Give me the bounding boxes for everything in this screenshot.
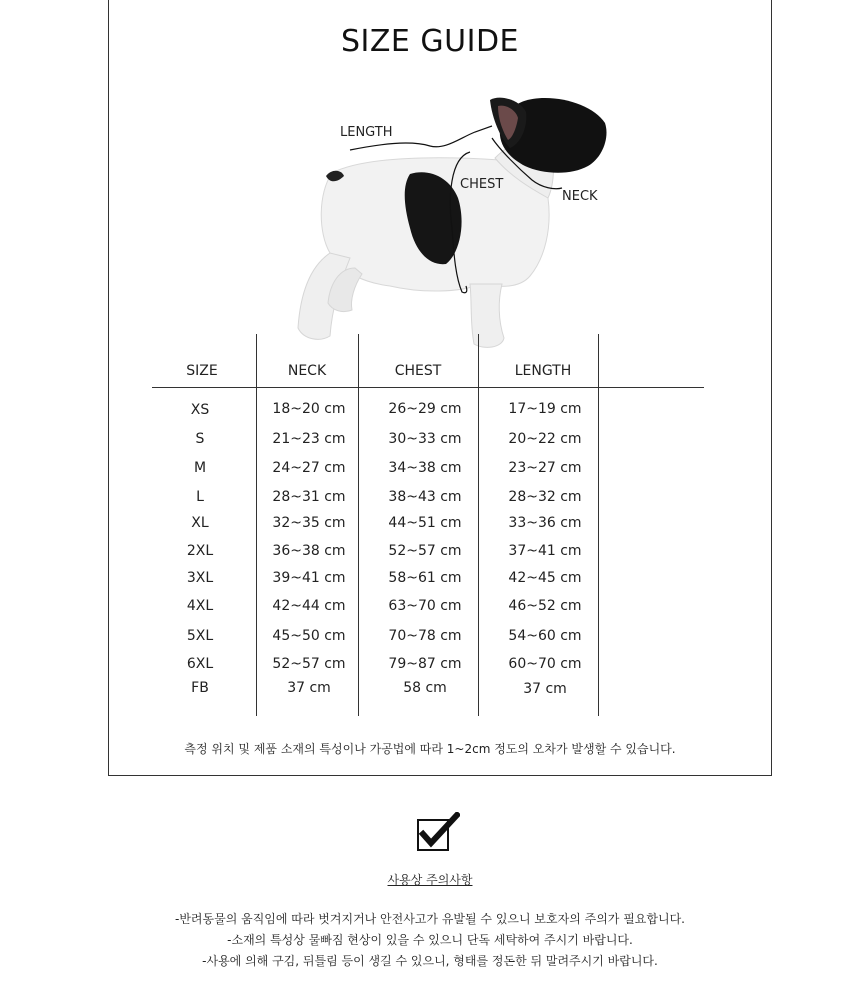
cell-chest: 52~57 cm <box>388 543 462 559</box>
cell-length: 20~22 cm <box>508 431 582 447</box>
measurement-note: 측정 위치 및 제품 소재의 특성이나 가공법에 따라 1~2cm 정도의 오차가 발생할 수 있습니다. <box>184 742 676 756</box>
table-header-rule <box>152 387 704 388</box>
length-label: LENGTH <box>340 125 393 140</box>
checkbox-check-icon <box>416 812 460 852</box>
cell-size: XL <box>191 515 209 531</box>
cell-chest: 34~38 cm <box>388 460 462 476</box>
caution-title: 사용상 주의사항 <box>387 873 473 887</box>
dog-measurement-illustration <box>270 88 630 358</box>
cell-size: M <box>193 460 207 476</box>
cell-size: 6XL <box>186 656 214 672</box>
cell-neck: 39~41 cm <box>272 570 346 586</box>
cell-length: 28~32 cm <box>508 489 582 505</box>
cell-size: XS <box>190 402 210 418</box>
cell-length: 54~60 cm <box>508 628 582 644</box>
cell-chest: 58~61 cm <box>388 570 462 586</box>
cell-neck: 45~50 cm <box>272 628 346 644</box>
column-header-neck: NECK <box>287 363 327 379</box>
column-header-length: LENGTH <box>514 363 572 379</box>
cell-chest: 79~87 cm <box>388 656 462 672</box>
caution-line: -사용에 의해 구김, 뒤틀림 등이 생길 수 있으니, 형태를 정돈한 뒤 말려주시기 바랍니다. <box>202 954 658 968</box>
cell-length: 37~41 cm <box>508 543 582 559</box>
cell-length: 60~70 cm <box>508 656 582 672</box>
caution-line: -소재의 특성상 물빠짐 현상이 있을 수 있으니 단독 세탁하여 주시기 바랍니다. <box>227 933 633 947</box>
cell-size: 4XL <box>186 598 214 614</box>
cell-chest: 26~29 cm <box>388 401 462 417</box>
cell-chest: 30~33 cm <box>388 431 462 447</box>
cell-size: L <box>196 489 204 505</box>
cell-size: 5XL <box>186 628 214 644</box>
column-header-size: SIZE <box>186 363 218 379</box>
cell-neck: 42~44 cm <box>272 598 346 614</box>
cell-chest: 58 cm <box>403 680 447 696</box>
cell-neck: 24~27 cm <box>272 460 346 476</box>
cell-length: 17~19 cm <box>508 401 582 417</box>
cell-length: 42~45 cm <box>508 570 582 586</box>
cell-neck: 21~23 cm <box>272 431 346 447</box>
cell-neck: 28~31 cm <box>272 489 346 505</box>
cell-chest: 44~51 cm <box>388 515 462 531</box>
column-header-chest: CHEST <box>394 363 442 379</box>
cell-size: FB <box>191 680 209 696</box>
cell-length: 23~27 cm <box>508 460 582 476</box>
cell-neck: 52~57 cm <box>272 656 346 672</box>
caution-line: -반려동물의 움직임에 따라 벗겨지거나 안전사고가 유발될 수 있으니 보호자의 주의가 필요합니다. <box>175 912 685 926</box>
cell-chest: 38~43 cm <box>388 489 462 505</box>
cell-length: 33~36 cm <box>508 515 582 531</box>
cell-size: 3XL <box>186 570 214 586</box>
cell-neck: 37 cm <box>287 680 331 696</box>
cell-size: 2XL <box>186 543 214 559</box>
cell-neck: 32~35 cm <box>272 515 346 531</box>
chest-label: CHEST <box>460 177 504 192</box>
cell-chest: 63~70 cm <box>388 598 462 614</box>
cell-length: 46~52 cm <box>508 598 582 614</box>
cell-chest: 70~78 cm <box>388 628 462 644</box>
neck-label: NECK <box>562 189 598 204</box>
cell-neck: 18~20 cm <box>272 401 346 417</box>
cell-size: S <box>195 431 205 447</box>
cell-neck: 36~38 cm <box>272 543 346 559</box>
page-title: SIZE GUIDE <box>340 24 520 59</box>
cell-length: 37 cm <box>523 681 567 697</box>
